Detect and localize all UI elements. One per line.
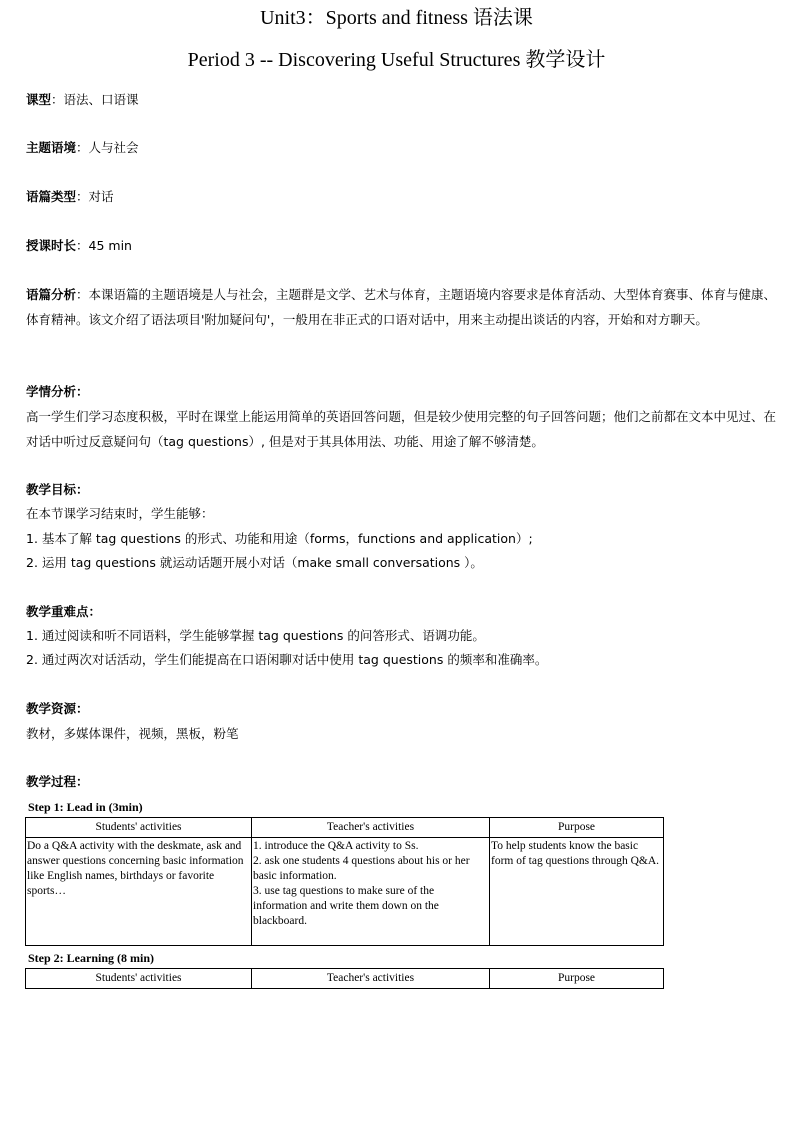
step1-table — [25, 817, 664, 946]
document-title: Unit3：Sports and fitness 语法课 — [260, 7, 533, 29]
text-analysis-label: 语篇分析 — [26, 287, 77, 302]
text-analysis-section — [26, 283, 786, 332]
step2-title: Step 2: Learning (8 min) — [28, 951, 154, 965]
step1-header-students: Students' activities — [26, 818, 252, 838]
duration-value: ：45 min — [76, 238, 132, 253]
step2-header-row — [26, 969, 664, 989]
step1-teacher-line-3: 3. use tag questions to make sure of the information and write them down on the blackboard. — [253, 885, 439, 927]
process-heading — [26, 770, 786, 795]
step1-header-teacher: Teacher's activities — [252, 818, 490, 838]
step1-teacher-line-1: 1. introduce the Q&A activity to Ss. — [253, 840, 419, 852]
resources-heading — [26, 697, 786, 722]
resources-label: 教学资源： — [26, 701, 89, 716]
duration-row — [26, 234, 786, 259]
theme-label: 主题语境 — [26, 140, 77, 155]
objectives-intro: 在本节课学习结束时，学生能够： — [26, 506, 214, 521]
text-analysis-body: ：本课语篇的主题语境是人与社会，主题群是文学、艺术与体育，主题语境内容要求是体育活动、大型体育赛事、体育与健康、体育精神。该文介绍了语法项目'附加疑问句'，一般用在非正式的口语对话中，用来主动提出谈话的内容，开始和对方聊天。 — [26, 287, 777, 327]
key-point-item-2: 2. 通过两次对话活动，学生们能提高在口语闲聊对话中使用 tag questions 的频率和准确率。 — [26, 652, 548, 667]
key-point-item-1: 1. 通过阅读和听不同语料，学生能够掌握 tag questions 的问答形式、语调功能。 — [26, 628, 485, 643]
learner-analysis-body: 高一学生们学习态度积极，平时在课堂上能运用简单的英语回答问题，但是较少使用完整的句子回答问题；他们之前都在文本中见过、在对话中听过反意疑问句（tag questions）, 但是对于其具体用法、功能、用途了解不够清楚。 — [26, 409, 777, 449]
step1-content-row — [26, 838, 664, 946]
theme-value: ：人与社会 — [76, 140, 139, 155]
step2-header-students: Students' activities — [26, 969, 252, 989]
course-type-row — [26, 88, 786, 113]
genre-value: ：对话 — [76, 189, 114, 204]
resources-body: 教材，多媒体课件，视频，黑板，粉笔 — [26, 726, 239, 741]
step1-header-row — [26, 818, 664, 838]
step1-teacher-cell — [252, 838, 490, 946]
step2-table — [25, 968, 664, 989]
step1-students-cell: Do a Q&A activity with the deskmate, ask and answer questions concerning basic information like English names, birthdays or favorite sports… — [26, 838, 252, 946]
objectives-heading — [26, 478, 786, 503]
step1-purpose-cell: To help students know the basic form of tag questions through Q&A. — [490, 838, 664, 946]
process-label: 教学过程： — [26, 774, 89, 789]
objective-item-2: 2. 运用 tag questions 就运动话题开展小对话（make small conversations ）。 — [26, 555, 483, 570]
step2-header-teacher: Teacher's activities — [252, 969, 490, 989]
objectives-label: 教学目标： — [26, 482, 89, 497]
course-type-value: ：语法、口语课 — [51, 92, 139, 107]
key-points-heading — [26, 600, 786, 625]
key-points-label: 教学重难点： — [26, 604, 102, 619]
step1-title: Step 1: Lead in (3min) — [28, 800, 143, 814]
course-type-label: 课型 — [26, 92, 52, 107]
step1-header-purpose: Purpose — [490, 818, 664, 838]
learner-analysis-label: 学情分析： — [26, 384, 89, 399]
step1-teacher-line-2: 2. ask one students 4 questions about his or her basic information. — [253, 855, 470, 882]
document-subtitle: Period 3 -- Discovering Useful Structures 教学设计 — [187, 49, 606, 71]
learner-analysis-heading — [26, 380, 786, 405]
theme-row — [26, 136, 786, 161]
step2-header-purpose: Purpose — [490, 969, 664, 989]
duration-label: 授课时长 — [26, 238, 77, 253]
genre-label: 语篇类型 — [26, 189, 77, 204]
genre-row — [26, 185, 786, 210]
objective-item-1: 1. 基本了解 tag questions 的形式、功能和用途（forms，functions and application）; — [26, 531, 533, 546]
